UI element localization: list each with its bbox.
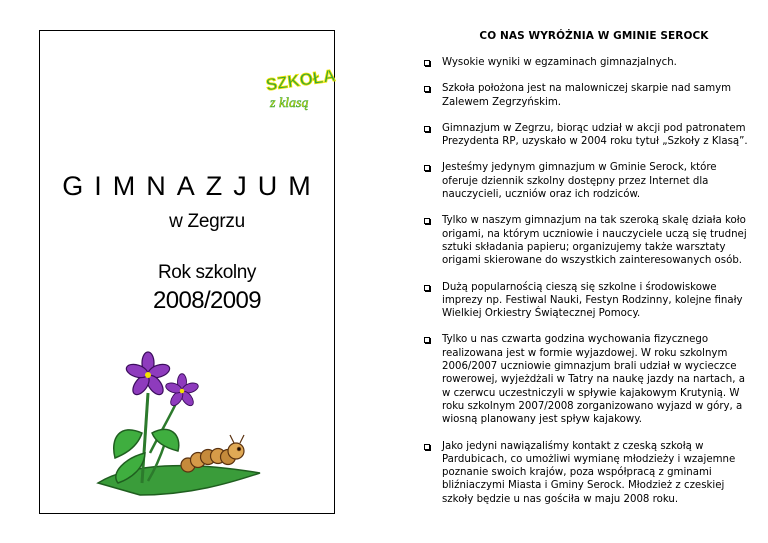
list-item <box>420 281 750 321</box>
list-item <box>420 333 750 426</box>
cover-panel <box>39 30 335 514</box>
logo-main-text: SZKOŁA <box>264 65 337 95</box>
purple-flower <box>165 374 200 408</box>
list-item-text: Dużą popularnością cieszą się szkolne i środowiskowe imprezy np. Festiwal Nauki, Festyn Rodzinny, kolejne finały Wielkiej Orkiestry Świątecznej Pomocy. <box>442 281 743 320</box>
list-item-text: Jako jedyni nawiązaliśmy kontakt z czeską szkołą w Pardubicach, co umożliwi wymianę młodzieży i wzajemne poznanie swoich krajów, poza współpracą z gminami bliźniaczymi Miasta i Gminy Serock. Młodzież z czeskiej szkoły będzie u nas gościła w maju 2008 roku. <box>442 440 736 505</box>
square-bullet-icon <box>424 86 430 92</box>
list-item-text: Gimnazjum w Zegrzu, biorąc udział w akcji pod patronatem Prezydenta RP, uzyskało w 2004 roku tytuł „Szkoły z Klasą”. <box>442 122 748 148</box>
square-bullet-icon <box>424 444 430 450</box>
leaf <box>152 429 179 451</box>
list-item <box>420 440 750 506</box>
info-panel <box>420 30 750 519</box>
list-item-text: Szkoła położona jest na malowniczej skarpie nad samym Zalewem Zegrzyńskim. <box>442 83 732 108</box>
szkola-z-klasa-logo <box>262 63 337 113</box>
list-item <box>420 56 750 69</box>
list-item-text: Jesteśmy jedynym gimnazjum w Gminie Serock, które oferuje dziennik szkolny dostępny przez Internet dla nauczycieli, uczniów oraz ich rodziców. <box>442 162 717 201</box>
list-item-text: Tylko u nas czwarta godzina wychowania fizycznego realizowana jest w formie wyjazdowej. W roku szkolnym 2006/2007 uczniowie gimnazjum brali udział w wycieczce rowerowej, wyjeżdżali w Tatry na naukę jazdy na nartach, a w czerwcu uczestniczyli w spływie kajakowym Krutynią. W roku szkolnym 2007/2008 zorganizowano wyjazd w góry, a wiosną planowany jest spływ kajakowy. <box>442 334 745 426</box>
list-item <box>420 82 750 109</box>
info-title: CO NAS WYRÓŻNIA W GMINIE SEROCK <box>479 30 709 42</box>
leaf <box>114 430 142 458</box>
info-list <box>420 56 750 506</box>
list-item-text: Tylko w naszym gimnazjum na tak szeroką skalę działa koło origami, na którym uczniowie i nauczyciele uczą się trudnej sztuki składania papieru; organizujemy także warsztaty origami skierowane do wszystkich zainteresowanych osób. <box>442 215 747 267</box>
square-bullet-icon <box>424 337 430 343</box>
flower-caterpillar-illustration <box>70 323 290 503</box>
school-year-label: Rok szkolny <box>157 262 257 283</box>
square-bullet-icon <box>424 165 430 171</box>
list-item <box>420 214 750 267</box>
school-place: w Zegrzu <box>169 211 245 232</box>
list-item-text: Wysokie wyniki w egzaminach gimnazjalnych. <box>442 57 677 68</box>
square-bullet-icon <box>424 285 430 291</box>
purple-flower <box>125 352 172 397</box>
logo-sub-text: z klasą <box>270 96 309 111</box>
school-word: GIMNAZJUM <box>62 171 322 201</box>
list-item <box>420 122 750 149</box>
list-item <box>420 161 750 201</box>
school-year-value: 2008/2009 <box>152 287 262 314</box>
square-bullet-icon <box>424 218 430 224</box>
square-bullet-icon <box>424 60 430 66</box>
square-bullet-icon <box>424 126 430 132</box>
